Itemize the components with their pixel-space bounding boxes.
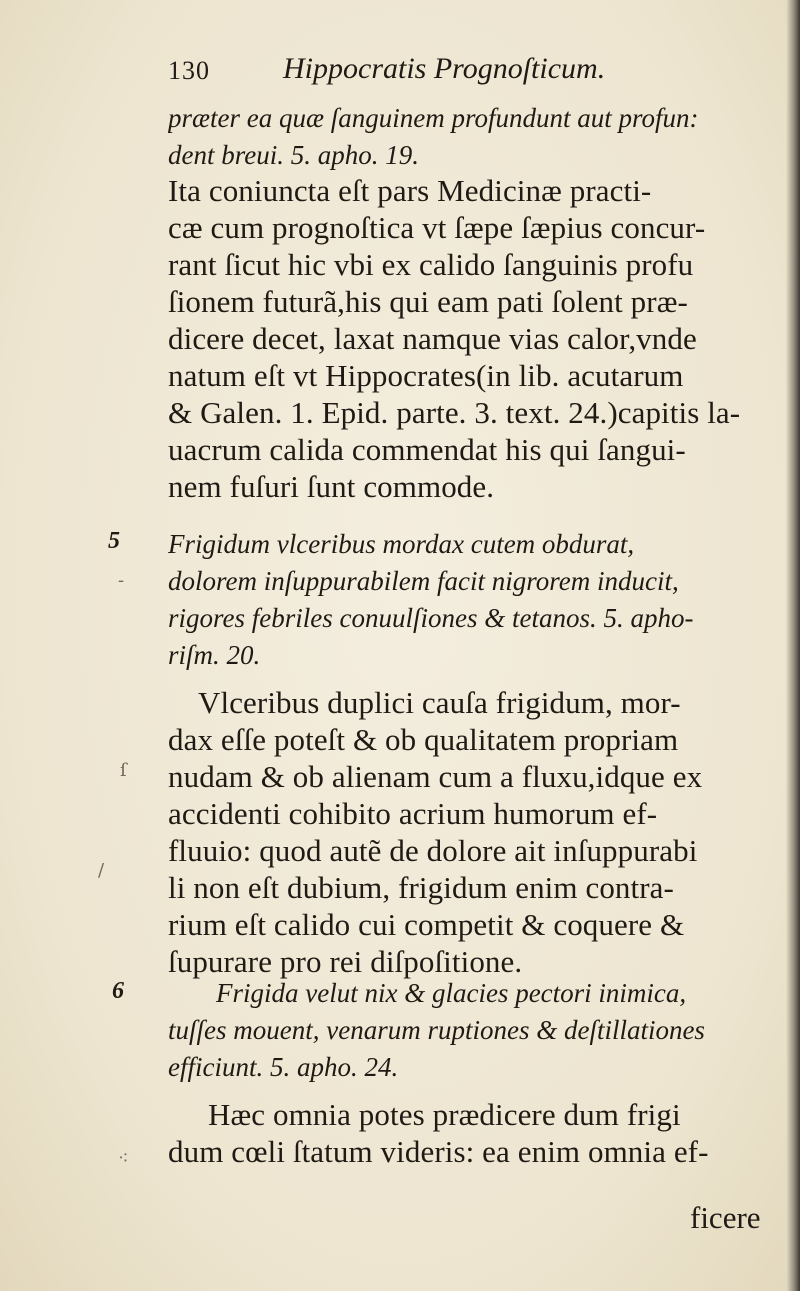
margin-mark: ⁖ <box>118 1148 129 1169</box>
running-header <box>168 50 768 94</box>
text-line: uacrum calida commendat his qui ſangui- <box>168 432 686 467</box>
text-line: rium eſt calido cui competit & coquere & <box>168 907 685 942</box>
text-line: Frigida velut nix & glacies pectori inimica, <box>216 978 687 1008</box>
text-line: riſm. 20. <box>168 640 261 670</box>
text-line: cӕ cum prognoſtica vt ſӕpe ſӕpius concur- <box>168 210 706 245</box>
aphorism-continuation <box>168 100 768 174</box>
text-line: dolorem inſuppurabilem facit nigrorem inducit, <box>168 566 679 596</box>
commentary-paragraph <box>168 172 768 505</box>
text-line: dax eſſe poteſt & ob qualitatem propriam <box>168 722 679 757</box>
text-line: rant ſicut hic vbi ex calido ſanguinis profu <box>168 247 694 282</box>
aphorism-paragraph <box>168 526 768 674</box>
text-line: Hӕc omnia potes prӕdicere dum frigi <box>208 1097 681 1132</box>
page-number: 130 <box>168 56 210 85</box>
catchword: ficere <box>690 1200 761 1235</box>
text-line: ſupurare pro rei diſpoſitione. <box>168 944 523 979</box>
commentary-paragraph <box>168 1096 768 1170</box>
margin-number-6: 6 <box>112 978 124 1004</box>
text-line: dicere decet, laxat namque vias calor,vnde <box>168 321 697 356</box>
text-line: Ita coniuncta eſt pars Medicinӕ practi- <box>168 173 652 208</box>
text-line: nudam & ob alienam cum a fluxu,idque ex <box>168 759 703 794</box>
margin-mark: ſ <box>120 760 127 781</box>
text-line: Frigidum vlceribus mordax cutem obdurat, <box>168 529 635 559</box>
margin-mark: / <box>98 860 105 881</box>
text-line: natum eſt vt Hippocrates(in lib. acutarum <box>168 358 684 393</box>
text-line: nem fuſuri ſunt commode. <box>168 469 495 504</box>
text-line: prӕter ea quӕ ſanguinem profundunt aut profun: <box>168 103 699 133</box>
text-line: dum cœli ſtatum videris: ea enim omnia ef- <box>168 1134 709 1169</box>
text-line: tuſſes mouent, venarum ruptiones & deſtillationes <box>168 1015 705 1045</box>
margin-mark: - <box>118 570 125 591</box>
text-line: fluuio: quod autẽ de dolore ait inſuppurabi <box>168 833 698 868</box>
text-line: Vlceribus duplici cauſa frigidum, mor- <box>198 685 681 720</box>
text-line: dent breui. 5. apho. 19. <box>168 140 419 170</box>
margin-number-5: 5 <box>108 528 120 554</box>
aphorism-paragraph <box>168 975 768 1086</box>
commentary-paragraph <box>168 684 768 980</box>
text-line: efficiunt. 5. apho. 24. <box>168 1052 399 1082</box>
page-edge-shadow <box>786 0 800 1291</box>
text-line: rigores febriles conuulſiones & tetanos. 5. apho- <box>168 603 694 633</box>
text-line: ſionem futurã,his qui eam pati ſolent prӕ- <box>168 284 688 319</box>
text-line: & Galen. 1. Epid. parte. 3. text. 24.)capitis la- <box>168 395 741 430</box>
running-head-title: Hippocratis Prognoſticum. <box>283 52 606 85</box>
text-line: accidenti cohibito acrium humorum ef- <box>168 796 658 831</box>
text-line: li non eſt dubium, frigidum enim contra- <box>168 870 674 905</box>
